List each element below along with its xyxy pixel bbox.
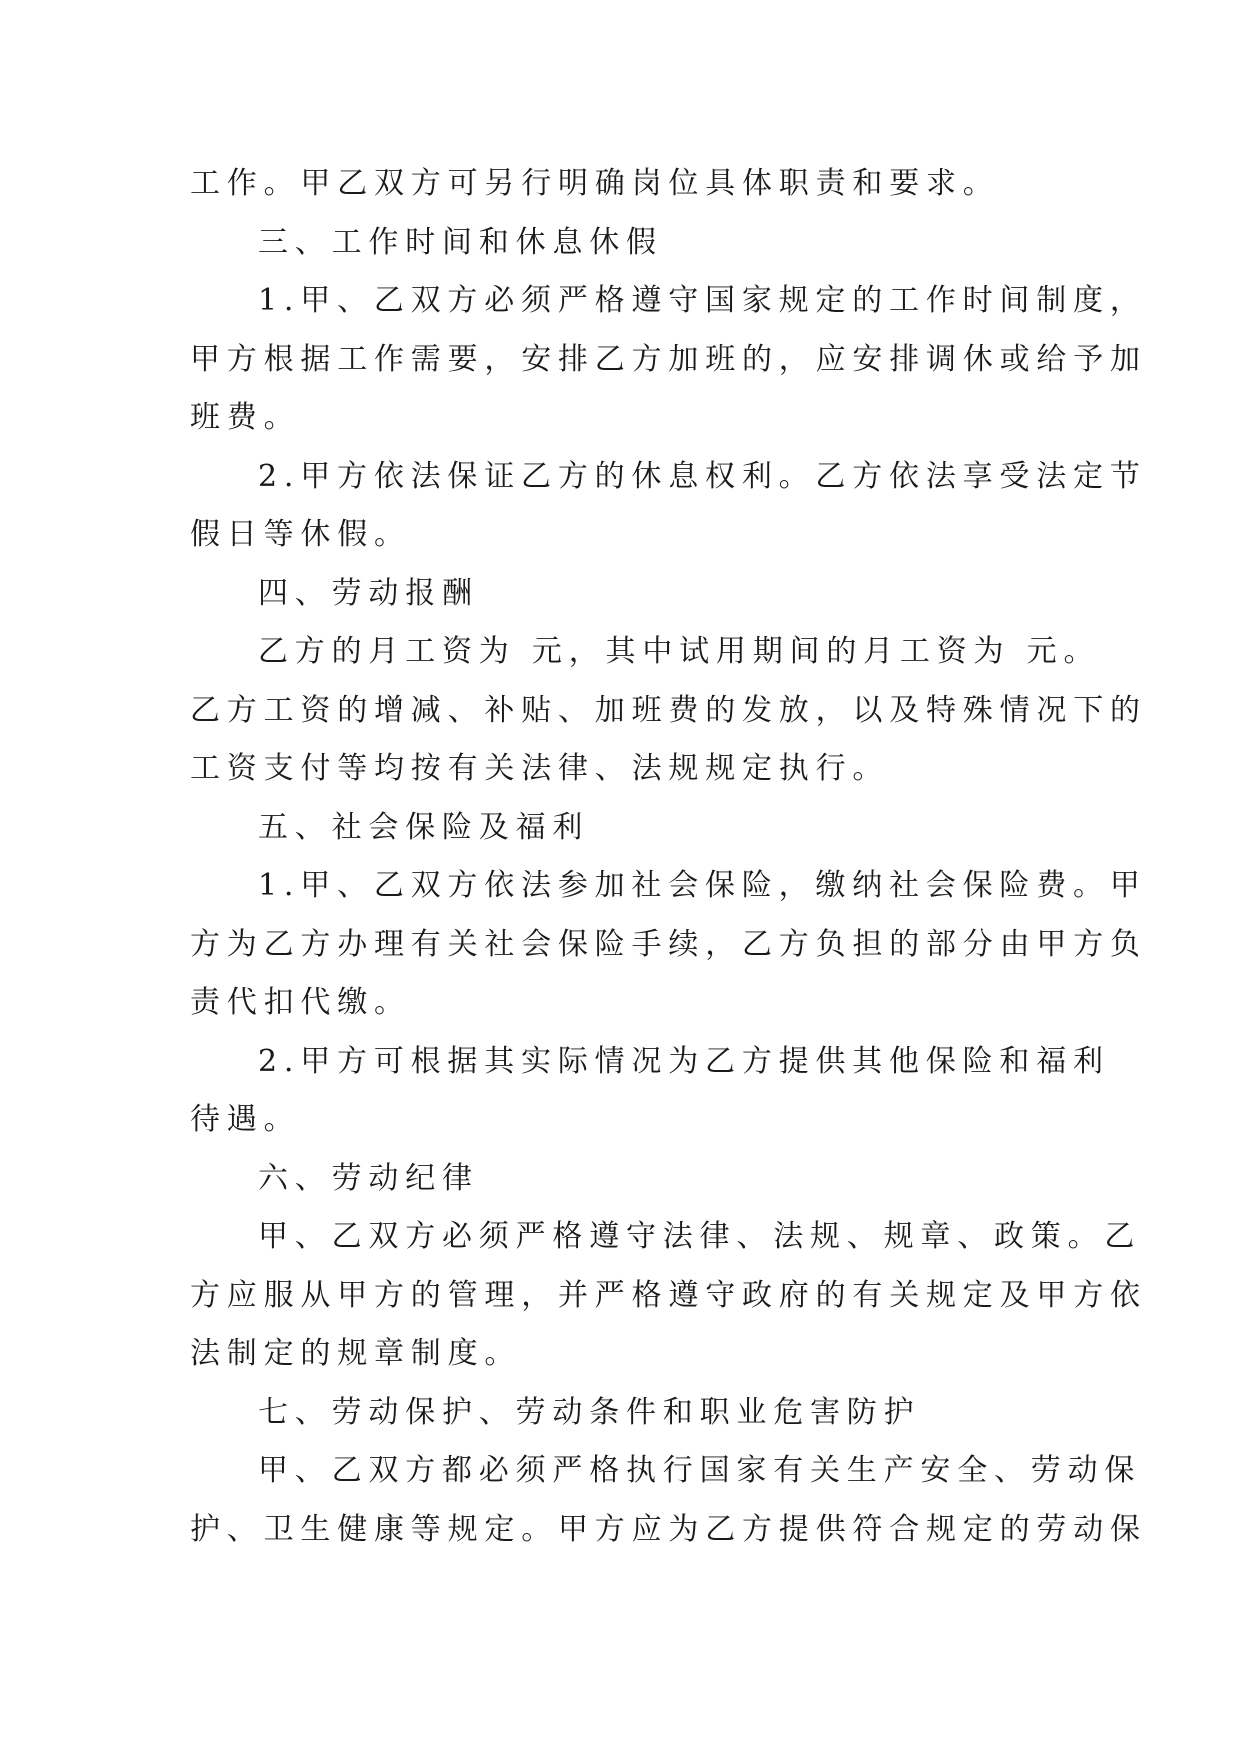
text-line: 法制定的规章制度。 bbox=[190, 1336, 522, 1371]
section-heading-work-hours: 三、工作时间和休息休假 bbox=[258, 224, 663, 260]
contract-body-text bbox=[190, 155, 1147, 1559]
text-line: 方应服从甲方的管理，并严格遵守政府的有关规定及甲方依 bbox=[190, 1277, 1147, 1313]
section-heading-social-insurance: 五、社会保险及福利 bbox=[258, 809, 590, 845]
text-line: 1.甲、乙双方依法参加社会保险，缴纳社会保险费。甲 bbox=[258, 868, 1147, 903]
text-line: 待遇。 bbox=[190, 1102, 301, 1137]
text-line: 2.甲方依法保证乙方的休息权利。乙方依法享受法定节 bbox=[258, 458, 1147, 494]
text-line: 方为乙方办理有关社会保险手续，乙方负担的部分由甲方负 bbox=[190, 926, 1147, 962]
text-line: 工作。甲乙双方可另行明确岗位具体职责和要求。 bbox=[190, 166, 1000, 201]
text-line: 假日等休假。 bbox=[190, 517, 411, 552]
text-line: 工资支付等均按有关法律、法规规定执行。 bbox=[190, 751, 890, 786]
text-line: 乙方工资的增减、补贴、加班费的发放，以及特殊情况下的 bbox=[190, 692, 1147, 728]
text-line: 责代扣代缴。 bbox=[190, 985, 411, 1020]
text-line: 甲、乙双方必须严格遵守法律、法规、规章、政策。乙 bbox=[258, 1219, 1142, 1254]
section-heading-labor-discipline: 六、劳动纪律 bbox=[258, 1160, 479, 1196]
section-heading-remuneration: 四、劳动报酬 bbox=[258, 575, 479, 611]
text-line: 班费。 bbox=[190, 400, 301, 435]
text-line: 2.甲方可根据其实际情况为乙方提供其他保险和福利 bbox=[258, 1043, 1110, 1079]
text-line: 护、卫生健康等规定。甲方应为乙方提供符合规定的劳动保 bbox=[190, 1511, 1147, 1547]
text-line: 乙方的月工资为 元，其中试用期间的月工资为 元。 bbox=[258, 634, 1101, 669]
text-line: 甲、乙双方都必须严格执行国家有关生产安全、劳动保 bbox=[258, 1453, 1142, 1488]
section-heading-labor-protection: 七、劳动保护、劳动条件和职业危害防护 bbox=[258, 1394, 921, 1430]
text-line: 甲方根据工作需要，安排乙方加班的，应安排调休或给予加 bbox=[190, 341, 1147, 377]
text-line: 1.甲、乙双方必须严格遵守国家规定的工作时间制度， bbox=[258, 283, 1147, 318]
